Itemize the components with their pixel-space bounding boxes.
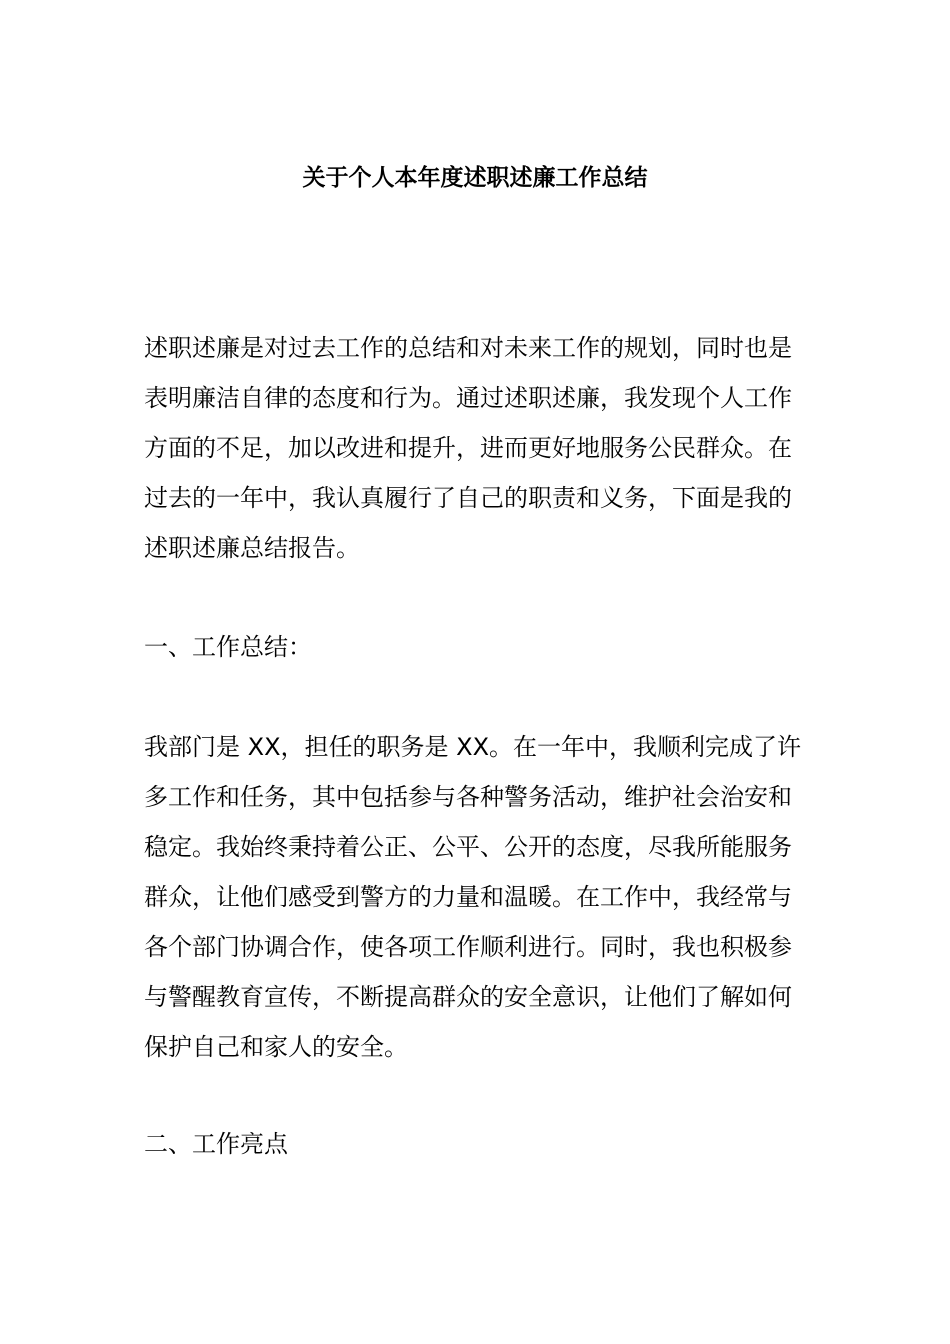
section2-heading: 二、工作亮点 <box>144 1130 288 1158</box>
paragraph-line: 述职述廉是对过去工作的总结和对未来工作的规划，同时也是 <box>144 334 792 362</box>
paragraph-line: 群众，让他们感受到警方的力量和温暖。在工作中，我经常与 <box>144 883 792 911</box>
paragraph-line: 述职述廉总结报告。 <box>144 534 360 562</box>
paragraph-line: 保护自己和家人的安全。 <box>144 1033 408 1061</box>
section1-heading: 一、工作总结： <box>144 633 312 661</box>
document-title: 关于个人本年度述职述廉工作总结 <box>302 165 648 191</box>
paragraph-line: 我部门是 XX，担任的职务是 XX。在一年中，我顺利完成了许 <box>144 733 802 761</box>
intro-paragraph <box>144 323 808 573</box>
paragraph-line: 多工作和任务，其中包括参与各种警务活动，维护社会治安和 <box>144 783 792 811</box>
paragraph-line: 表明廉洁自律的态度和行为。通过述职述廉，我发现个人工作 <box>144 384 792 412</box>
section-heading <box>144 622 808 672</box>
paragraph-line: 各个部门协调合作，使各项工作顺利进行。同时，我也积极参 <box>144 933 792 961</box>
paragraph-line: 与警醒教育宣传，不断提高群众的安全意识，让他们了解如何 <box>144 983 792 1011</box>
paragraph-line: 方面的不足，加以改进和提升，进而更好地服务公民群众。在 <box>144 434 792 462</box>
paragraph-line: 过去的一年中，我认真履行了自己的职责和义务，下面是我的 <box>144 484 792 512</box>
section-heading <box>144 1119 808 1169</box>
section1-paragraph <box>144 722 808 1072</box>
paragraph-line: 稳定。我始终秉持着公正、公平、公开的态度，尽我所能服务 <box>144 833 792 861</box>
